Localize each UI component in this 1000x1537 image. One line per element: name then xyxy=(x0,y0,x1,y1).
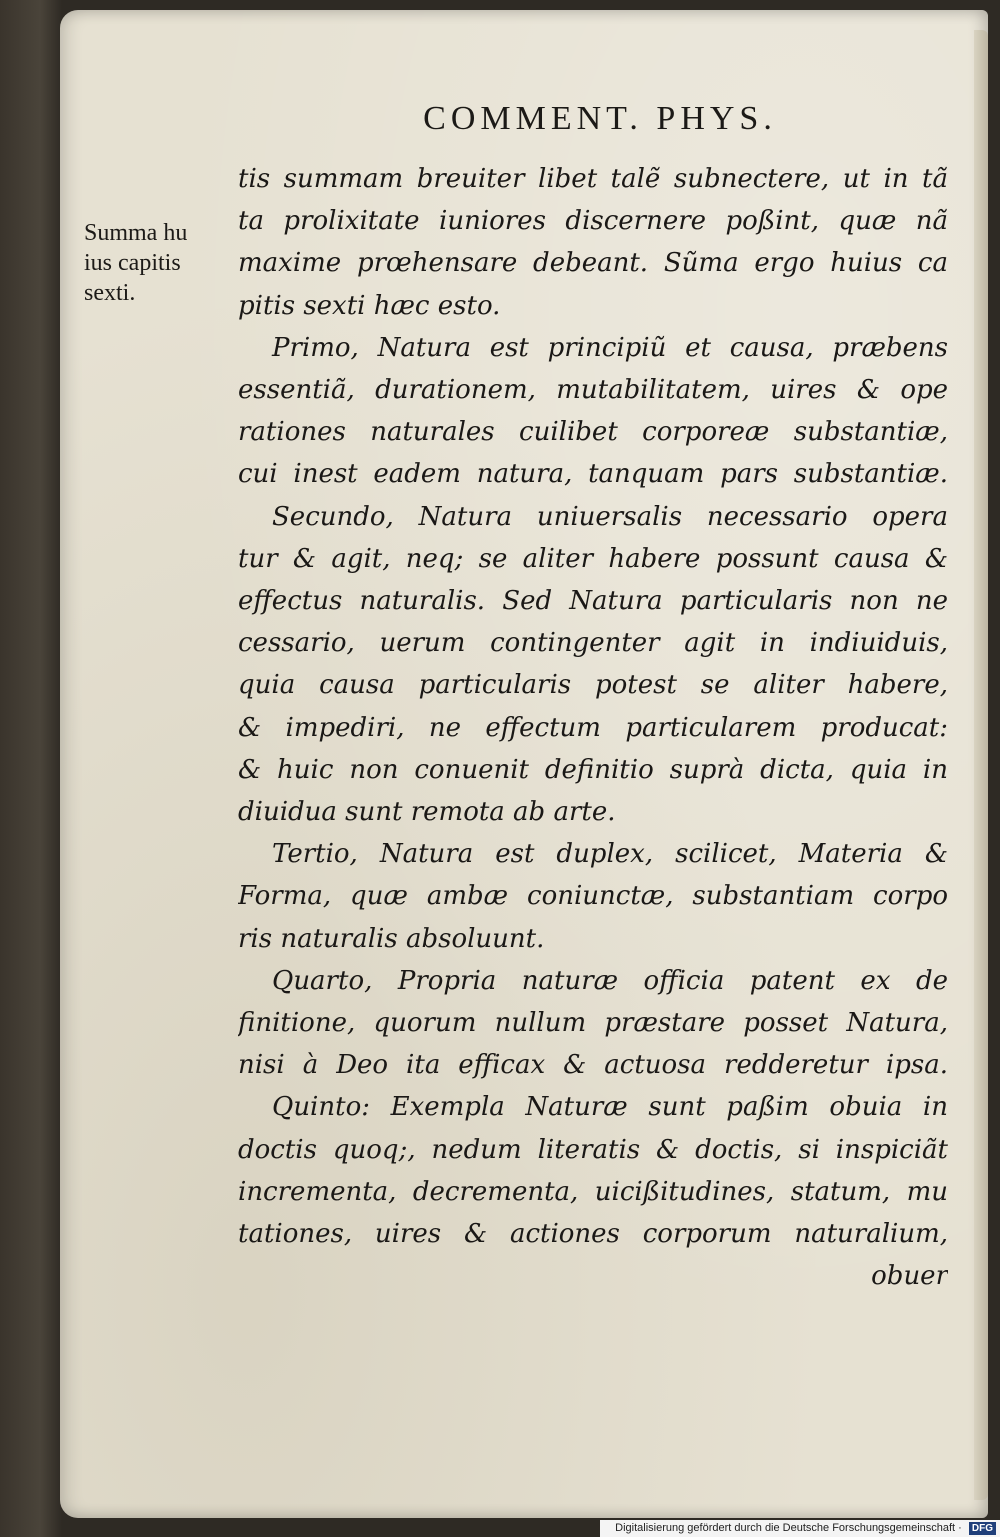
text-line: finitione, quorum nullum præstare posset Natura, xyxy=(238,1008,948,1039)
text-line: ris naturalis absoluunt. xyxy=(238,923,545,954)
text-line: Tertio, Natura est duplex, scilicet, Materia & xyxy=(272,839,948,870)
text-line: cessario, uerum contingenter agit in indiuiduis, xyxy=(238,628,948,659)
catchword: obuer xyxy=(871,1261,948,1292)
text-line: Primo, Natura est principiũ et causa, præbens xyxy=(272,332,948,363)
paragraph-primo xyxy=(238,327,948,496)
text-line: tur & agit, neq; se aliter habere possunt causa & xyxy=(238,543,948,574)
text-line: & impediri, ne effectum particularem producat: xyxy=(238,712,948,743)
paragraph-quarto xyxy=(238,960,948,1087)
text-line: maxime prœhensare debeant. Sũma ergo huius ca xyxy=(238,248,948,279)
text-line: effectus naturalis. Sed Natura particularis non ne xyxy=(238,586,948,617)
text-line: quia causa particularis potest se aliter habere, xyxy=(238,670,948,701)
paragraph-quinto xyxy=(238,1086,948,1255)
text-line: cui inest eadem natura, tanquam pars substantiæ. xyxy=(238,459,948,490)
text-line: & huic non conuenit definitio suprà dicta, quia in xyxy=(238,754,948,785)
text-line: Forma, quæ ambæ coniunctæ, substantiam corpo xyxy=(238,881,948,912)
margin-note-line: sexti. xyxy=(84,280,136,306)
margin-note-line: Summa hu xyxy=(84,220,188,246)
digitization-credit xyxy=(600,1520,1000,1537)
text-line: tationes, uires & actiones corporum naturalium, xyxy=(238,1219,948,1250)
paragraph-secundo xyxy=(238,496,948,834)
page-edge xyxy=(974,30,988,1500)
text-line: rationes naturales cuilibet corporeæ substantiæ, xyxy=(238,417,948,448)
paragraph-continuation xyxy=(238,158,948,327)
margin-note xyxy=(84,218,264,308)
text-line: diuidua sunt remota ab arte. xyxy=(238,797,616,828)
credit-text: Digitalisierung gefördert durch die Deutsche Forschungsgemeinschaft · xyxy=(615,1522,962,1534)
text-line: pitis sexti hæc esto. xyxy=(238,290,501,321)
text-line: Quarto, Propria naturæ officia patent ex de xyxy=(272,965,948,996)
text-line: tis summam breuiter libet talẽ subnectere, ut in tã xyxy=(238,164,948,194)
margin-note-line: ius capitis xyxy=(84,250,181,276)
text-line: doctis quoq;, nedum literatis & doctis, si inspiciãt xyxy=(238,1134,948,1165)
text-line: Secundo, Natura uniuersalis necessario opera xyxy=(272,501,948,532)
text-line: ta prolixitate iuniores discernere poßint, quæ nã xyxy=(238,206,948,237)
body-text xyxy=(238,158,948,1297)
text-line: essentiã, durationem, mutabilitatem, uires & ope xyxy=(238,375,948,406)
text-line: Quinto: Exempla Naturæ sunt paßim obuia in xyxy=(272,1092,948,1123)
text-line: nisi à Deo ita efficax & actuosa redderetur ipsa. xyxy=(238,1050,948,1081)
dfg-logo: DFG xyxy=(969,1522,996,1535)
text-line: incrementa, decrementa, uicißitudines, statum, mu xyxy=(238,1176,948,1207)
paragraph-tertio xyxy=(238,833,948,960)
running-header: COMMENT. PHYS. xyxy=(423,100,777,137)
